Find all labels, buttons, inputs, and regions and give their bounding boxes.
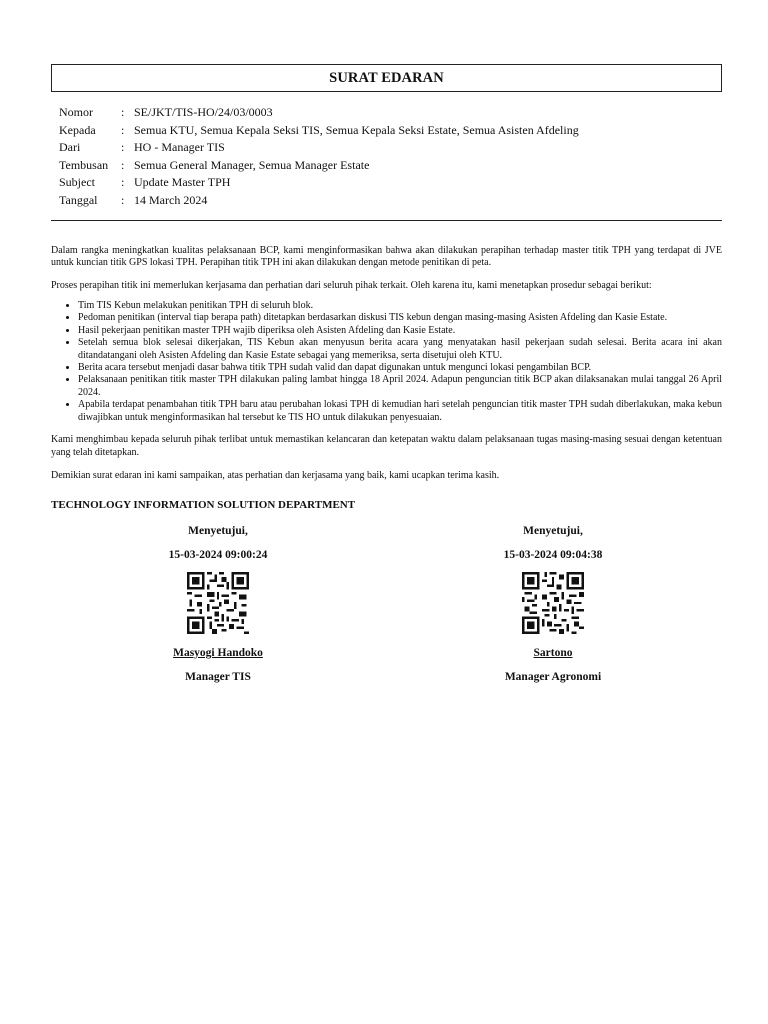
letter-body — [51, 245, 722, 482]
list-item: • Tim TIS Kebun melakukan penitikan TPH di seluruh blok. — [78, 300, 722, 312]
meta-key: Dari — [59, 140, 81, 154]
procedure-list — [51, 300, 722, 424]
signature-block-right — [453, 519, 653, 689]
approval-label: Menyetujui, — [188, 525, 248, 538]
meta-value: Update Master TPH — [134, 175, 231, 189]
body-paragraph-procedure: Proses perapihan titik ini memerlukan kerjasama dan perhatian dari seluruh pihak terkait. Oleh karena itu, kami menetapkan prosedur sebagai berikut: — [51, 280, 652, 292]
meta-value: Semua KTU, Semua Kepala Seksi TIS, Semua Kepala Seksi Estate, Semua Asisten Afdeling — [134, 122, 579, 137]
department-name: TECHNOLOGY INFORMATION SOLUTION DEPARTMENT — [51, 499, 356, 512]
meta-row-tembusan — [59, 157, 722, 175]
meta-colon: : — [121, 192, 125, 207]
list-item: • Pedoman penitikan (interval tiap berapa path) ditetapkan berdasarkan diskusi TIS kebun dengan masing-masing Asisten Afdeling dan Kasie Estate. — [78, 312, 722, 324]
list-item: • Berita acara tersebut menjadi dasar bahwa titik TPH sudah valid dan dapat digunakan untuk mengunci lokasi pengambilan BCP. — [78, 362, 722, 374]
letter-metadata — [59, 104, 722, 209]
list-item: • Hasil pekerjaan penitikan master TPH wajib diperiksa oleh Asisten Afdeling dan Kasie Estate. — [78, 325, 722, 337]
approval-label: Menyetujui, — [523, 525, 583, 538]
meta-key: Subject — [59, 175, 95, 189]
meta-key: Nomor — [59, 105, 93, 119]
body-paragraph-closing: Demikian surat edaran ini kami sampaikan, atas perhatian dan kerjasama yang baik, kami ucapkan terima kasih. — [51, 469, 500, 481]
meta-colon: : — [121, 122, 125, 137]
meta-colon: : — [121, 175, 125, 189]
meta-colon: : — [121, 157, 125, 172]
header-divider — [51, 220, 722, 221]
signature-block-left — [118, 519, 318, 689]
document-title-box — [51, 64, 722, 92]
meta-row-kepada — [59, 122, 722, 140]
letter-page — [51, 64, 722, 719]
document-title: SURAT EDARAN — [329, 69, 444, 86]
list-item: • Pelaksanaan penitikan titik master TPH dilakukan paling lambat hingga 18 April 2024. Adapun penguncian titik BCP akan dilaksanakan mulai tanggal 26 April 2024. — [78, 374, 722, 399]
meta-row-tanggal — [59, 192, 722, 210]
qr-code-icon — [522, 572, 584, 634]
body-paragraph-appeal: Kami menghimbau kepada seluruh pihak terlibat untuk memastikan kelancaran dan ketepatan waktu dalam pelaksanaan tugas masing-masing sesuai dengan ketentuan yang telah ditetapkan. — [51, 434, 722, 458]
approval-datetime: 15-03-2024 09:04:38 — [503, 549, 603, 562]
meta-key: Tembusan — [59, 157, 109, 172]
meta-key: Kepada — [59, 122, 96, 137]
meta-value: 14 March 2024 — [134, 192, 208, 207]
list-item: • Apabila terdapat penambahan titik TPH baru atau perubahan lokasi TPH di kemudian hari setelah penguncian titik master TPH sudah diberlakukan, maka kebun diwajibkan untuk menginformasikan hal tersebut ke TIS HO untuk dilakukan penyesuaian. — [78, 399, 722, 424]
meta-colon: : — [121, 140, 125, 154]
signer-name: Sartono — [533, 647, 573, 660]
approval-datetime: 15-03-2024 09:00:24 — [168, 549, 268, 562]
meta-row-subject — [59, 174, 722, 192]
meta-value: Semua General Manager, Semua Manager Estate — [134, 157, 370, 172]
signer-role: Manager TIS — [185, 671, 251, 684]
meta-row-nomor — [59, 104, 722, 122]
meta-row-dari — [59, 139, 722, 157]
qr-code-icon — [187, 572, 249, 634]
signer-role: Manager Agronomi — [504, 671, 602, 684]
signature-section — [51, 519, 722, 719]
signer-name: Masyogi Handoko — [173, 647, 263, 660]
meta-colon: : — [121, 105, 125, 119]
meta-value: SE/JKT/TIS-HO/24/03/0003 — [134, 105, 273, 119]
list-item: • Setelah semua blok selesai dikerjakan, TIS Kebun akan menyusun berita acara yang menyatakan hasil pekerjaan sudah selesai. Berita acara ini akan ditandatangani oleh Asisten Afdeling dan Kasie Estate sebagai yang memeriksa, serta disetujui oleh KTU. — [78, 337, 722, 362]
meta-key: Tanggal — [59, 192, 98, 207]
meta-value: HO - Manager TIS — [134, 140, 225, 154]
body-paragraph-intro: Dalam rangka meningkatkan kualitas pelaksanaan BCP, kami menginformasikan bahwa akan dilakukan perapihan terhadap master titik TPH yang terdapat di JVE untuk kuncian titik GPS lokasi TPH. Perapihan titik TPH ini akan dilakukan dengan metode penitikan di peta. — [51, 245, 722, 269]
